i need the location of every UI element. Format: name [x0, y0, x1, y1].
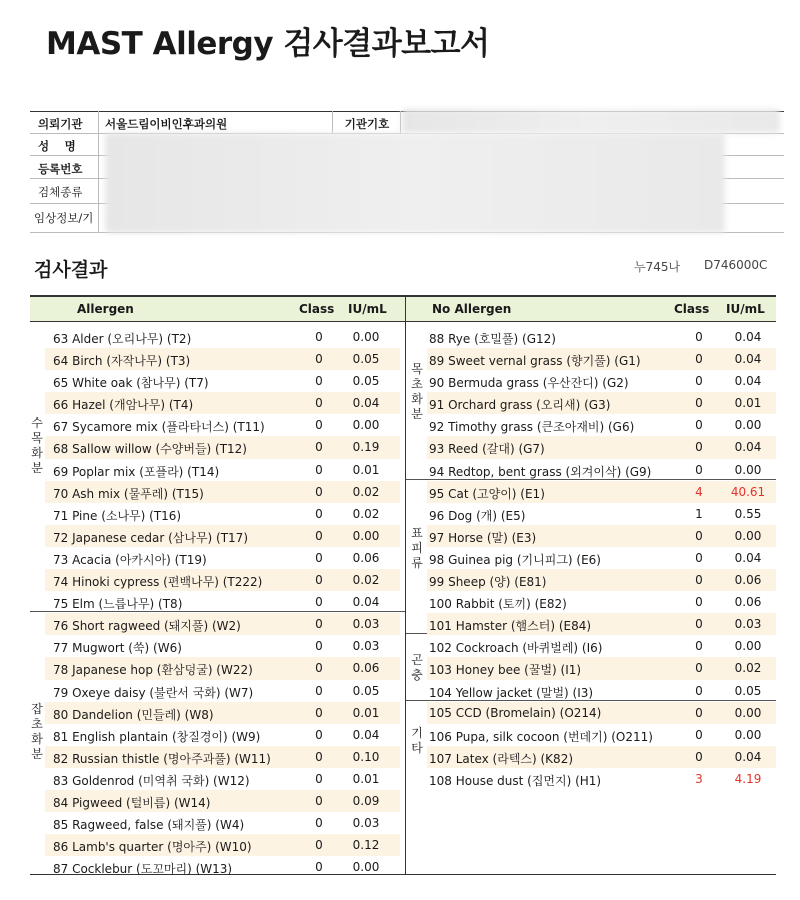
table-row [427, 370, 776, 392]
allergen-name: 77 Mugwort (쑥) (W6) [53, 641, 182, 656]
allergen-class: 0 [695, 352, 703, 367]
table-row [45, 481, 400, 503]
table-row [427, 459, 776, 481]
allergen-iu: 0.06 [734, 595, 762, 610]
allergen-name: 102 Cockroach (바퀴벌레) (I6) [429, 641, 603, 656]
allergen-iu: 4.19 [734, 771, 762, 786]
allergen-name: 88 Rye (호밀풀) (G12) [429, 332, 556, 346]
allergen-iu: 0.02 [352, 573, 380, 588]
allergen-iu: 0.01 [352, 462, 380, 477]
table-row [427, 613, 776, 635]
allergen-class: 0 [315, 528, 323, 543]
allergen-name: 101 Hamster (햄스터) (E84) [429, 619, 592, 634]
name-label: 성 명 [38, 139, 78, 153]
allergen-name: 70 Ash mix (물푸레) (T15) [53, 486, 204, 501]
allergen-name: 69 Poplar mix (포플라) (T14) [53, 464, 220, 479]
table-row [45, 392, 400, 414]
allergen-class: 0 [315, 749, 323, 764]
allergen-name: 79 Oxeye daisy (불란서 국화) (W7) [53, 685, 254, 700]
allergen-name: 86 Lamb's quarter (명아주) (W10) [53, 840, 252, 855]
header-iu: IU/mL [726, 302, 765, 316]
allergen-iu: 0.00 [352, 418, 380, 433]
table-row [45, 348, 400, 370]
allergen-iu: 0.04 [734, 440, 762, 455]
table-row [427, 657, 776, 679]
allergen-class: 0 [695, 418, 703, 433]
allergen-name: 81 English plantain (창질경이) (W9) [53, 729, 261, 744]
allergen-iu: 0.00 [734, 639, 762, 654]
allergen-class: 0 [315, 484, 323, 499]
results-title: 검사결과 [34, 259, 108, 281]
allergen-class: 0 [695, 440, 703, 455]
report-title: MAST Allergy 검사결과보고서 [46, 26, 490, 62]
allergen-name: 63 Alder (오리나무) (T2) [53, 332, 192, 346]
allergen-name: 72 Japanese cedar (삼나무) (T17) [53, 530, 249, 545]
allergen-iu: 0.04 [352, 595, 380, 610]
table-row [45, 680, 400, 702]
table-row [45, 326, 400, 348]
allergen-iu: 0.04 [734, 374, 762, 389]
header-class: Class [299, 302, 335, 316]
table-row [427, 481, 776, 503]
allergen-class: 0 [695, 617, 703, 632]
header-iu: IU/mL [348, 302, 387, 316]
allergen-name: 71 Pine (소나무) (T16) [53, 508, 182, 523]
specimen-label: 검체종류 [38, 185, 83, 199]
allergen-class: 0 [315, 816, 323, 831]
allergen-iu: 0.00 [352, 860, 380, 875]
allergen-class: 0 [315, 550, 323, 565]
allergen-iu: 0.00 [352, 330, 380, 344]
allergen-name: 103 Honey bee (꿀벌) (I1) [429, 663, 582, 678]
allergen-iu: 0.01 [352, 771, 380, 786]
table-row [45, 414, 400, 436]
allergen-name: 95 Cat (고양이) (E1) [429, 486, 545, 501]
allergen-name: 94 Redtop, bent grass (외겨이삭) (G9) [429, 464, 652, 479]
redacted-area [402, 109, 780, 133]
allergen-class: 0 [315, 860, 323, 875]
table-row [427, 724, 776, 746]
table-row [45, 436, 400, 458]
allergen-iu: 0.19 [352, 440, 380, 455]
allergen-class: 0 [315, 838, 323, 853]
clinical-label: 임상정보/기 [34, 211, 94, 225]
allergen-class: 3 [695, 771, 703, 786]
allergen-iu: 0.04 [734, 749, 762, 764]
institution-label: 의뢰기관 [38, 117, 83, 131]
group-label-weed-pollen: 잡 초 화 분 [31, 702, 43, 761]
table-row [45, 613, 400, 635]
allergen-class: 0 [315, 352, 323, 367]
allergen-class: 0 [315, 617, 323, 632]
allergen-name: 100 Rabbit (토끼) (E82) [429, 597, 567, 612]
allergen-class: 0 [315, 793, 323, 808]
allergen-class: 0 [695, 462, 703, 477]
allergen-name: 64 Birch (자작나무) (T3) [53, 354, 191, 369]
allergen-iu: 0.04 [352, 396, 380, 411]
allergen-iu: 0.03 [352, 639, 380, 654]
allergen-iu: 0.01 [352, 705, 380, 720]
header-allergen: No Allergen [432, 302, 512, 316]
table-row [45, 503, 400, 525]
allergen-name: 104 Yellow jacket (말벌) (I3) [429, 685, 594, 700]
allergen-name: 75 Elm (느릅나무) (T8) [53, 597, 183, 612]
allergen-class: 0 [695, 727, 703, 742]
allergen-iu: 0.10 [352, 749, 380, 764]
allergen-class: 0 [315, 506, 323, 521]
allergen-name: 83 Goldenrod (미역취 국화) (W12) [53, 773, 250, 788]
allergen-name: 91 Orchard grass (오리새) (G3) [429, 398, 611, 413]
allergen-class: 0 [695, 374, 703, 389]
table-row [427, 635, 776, 657]
code-1: 누745나 [634, 260, 681, 274]
allergen-iu: 0.02 [352, 506, 380, 521]
allergen-iu: 0.05 [734, 683, 762, 698]
allergen-iu: 0.01 [734, 396, 762, 411]
allergen-iu: 0.02 [734, 661, 762, 676]
table-row [45, 856, 400, 878]
allergen-name: 68 Sallow willow (수양버들) (T12) [53, 442, 247, 457]
table-row [427, 591, 776, 613]
table-row [45, 768, 400, 790]
table-row [427, 326, 776, 348]
table-row [45, 724, 400, 746]
table-row [45, 370, 400, 392]
allergen-class: 0 [695, 550, 703, 565]
allergen-iu: 0.05 [352, 683, 380, 698]
institution-value: 서울드림이비인후과의원 [105, 117, 228, 131]
allergen-iu: 0.00 [734, 528, 762, 543]
group-label-insect: 곤 충 [411, 653, 423, 682]
allergen-name: 107 Latex (라텍스) (K82) [429, 751, 574, 766]
allergen-class: 4 [695, 484, 703, 499]
allergen-class: 0 [695, 639, 703, 654]
allergen-iu: 0.12 [352, 838, 380, 853]
table-row [427, 414, 776, 436]
allergen-iu: 0.00 [734, 705, 762, 720]
allergen-class: 0 [315, 595, 323, 610]
allergen-name: 66 Hazel (개암나무) (T4) [53, 398, 194, 413]
header-class: Class [674, 302, 710, 316]
table-row [427, 680, 776, 702]
allergen-class: 0 [695, 749, 703, 764]
table-row [427, 503, 776, 525]
allergen-iu: 0.00 [734, 462, 762, 477]
allergen-class: 0 [315, 462, 323, 477]
table-row [45, 547, 400, 569]
code-2: D746000C [704, 258, 768, 272]
allergen-class: 0 [695, 396, 703, 411]
table-row [45, 569, 400, 591]
allergen-class: 0 [695, 683, 703, 698]
allergen-class: 0 [315, 418, 323, 433]
table-row [45, 525, 400, 547]
allergen-name: 97 Horse (말) (E3) [429, 530, 537, 545]
allergen-name: 85 Ragweed, false (돼지풀) (W4) [53, 818, 245, 833]
allergen-iu: 0.05 [352, 374, 380, 389]
reg-label: 등록번호 [38, 162, 83, 176]
allergen-name: 73 Acacia (아카시아) (T19) [53, 552, 207, 567]
allergen-iu: 0.05 [352, 352, 380, 367]
table-row [45, 746, 400, 768]
allergen-name: 84 Pigweed (털비름) (W14) [53, 795, 211, 810]
group-label-other: 기 타 [411, 726, 423, 755]
allergen-class: 0 [315, 705, 323, 720]
table-row [427, 348, 776, 370]
allergen-name: 67 Sycamore mix (플라타너스) (T11) [53, 420, 265, 435]
table-row [45, 834, 400, 856]
allergen-iu: 0.06 [352, 661, 380, 676]
allergen-name: 87 Cocklebur (도꼬마리) (W13) [53, 862, 233, 877]
table-row [45, 812, 400, 834]
code-label: 기관기호 [344, 117, 390, 131]
allergen-class: 0 [315, 727, 323, 742]
left-header [30, 297, 405, 321]
right-results [427, 326, 776, 790]
allergen-iu: 0.02 [352, 484, 380, 499]
allergen-name: 99 Sheep (양) (E81) [429, 575, 547, 590]
allergen-class: 0 [315, 683, 323, 698]
allergen-class: 0 [315, 440, 323, 455]
allergen-name: 78 Japanese hop (환삼덩굴) (W22) [53, 663, 253, 678]
group-label-epidermal: 표 피 류 [411, 526, 423, 570]
header-allergen: Allergen [77, 302, 134, 316]
left-results [45, 326, 400, 878]
allergen-name: 96 Dog (개) (E5) [429, 508, 526, 523]
right-header [406, 297, 776, 321]
allergen-iu: 0.00 [352, 528, 380, 543]
allergen-class: 0 [315, 396, 323, 411]
allergen-name: 76 Short ragweed (돼지풀) (W2) [53, 619, 241, 634]
allergen-name: 92 Timothy grass (큰조아재비) (G6) [429, 420, 635, 435]
table-row [427, 547, 776, 569]
allergen-class: 0 [315, 573, 323, 588]
allergen-class: 0 [695, 573, 703, 588]
allergen-iu: 0.04 [734, 330, 762, 344]
table-row [45, 635, 400, 657]
allergen-iu: 0.55 [734, 506, 762, 521]
allergen-class: 0 [695, 595, 703, 610]
allergen-iu: 40.61 [730, 484, 766, 499]
table-row [427, 436, 776, 458]
table-row [427, 569, 776, 591]
allergen-name: 65 White oak (참나무) (T7) [53, 376, 209, 391]
table-row [45, 790, 400, 812]
table-row [45, 591, 400, 613]
allergen-name: 98 Guinea pig (기니피그) (E6) [429, 552, 601, 567]
allergen-iu: 0.03 [352, 816, 380, 831]
allergen-class: 0 [315, 771, 323, 786]
table-row [427, 702, 776, 724]
table-row [45, 702, 400, 724]
allergen-class: 0 [315, 661, 323, 676]
allergen-class: 0 [695, 330, 703, 344]
allergen-iu: 0.04 [734, 550, 762, 565]
allergen-name: 105 CCD (Bromelain) (O214) [429, 705, 602, 720]
allergen-class: 0 [315, 330, 323, 344]
table-row [427, 392, 776, 414]
allergen-iu: 0.06 [734, 573, 762, 588]
allergen-class: 0 [315, 639, 323, 654]
table-row [427, 525, 776, 547]
allergen-name: 80 Dandelion (민들레) (W8) [53, 707, 214, 722]
info-table [30, 111, 784, 233]
allergen-class: 0 [315, 374, 323, 389]
allergen-iu: 0.04 [734, 352, 762, 367]
table-row [427, 768, 776, 790]
table-row [427, 746, 776, 768]
allergen-iu: 0.00 [734, 418, 762, 433]
allergen-iu: 0.03 [352, 617, 380, 632]
allergen-iu: 0.06 [352, 550, 380, 565]
allergen-class: 0 [695, 528, 703, 543]
allergen-class: 0 [695, 661, 703, 676]
group-label-grass-pollen: 목 초 화 분 [411, 362, 423, 421]
group-label-tree-pollen: 수 목 화 분 [31, 416, 43, 475]
allergen-name: 106 Pupa, silk cocoon (번데기) (O211) [429, 729, 653, 744]
allergen-iu: 0.03 [734, 617, 762, 632]
allergen-name: 93 Reed (갈대) (G7) [429, 442, 545, 457]
allergen-name: 89 Sweet vernal grass (향기풀) (G1) [429, 354, 641, 369]
allergen-iu: 0.04 [352, 727, 380, 742]
allergen-name: 90 Bermuda grass (우산잔디) (G2) [429, 376, 629, 391]
allergen-class: 1 [695, 506, 703, 521]
redacted-area [105, 133, 725, 233]
table-row [45, 657, 400, 679]
allergen-iu: 0.09 [352, 793, 380, 808]
allergen-class: 0 [695, 705, 703, 720]
allergen-name: 108 House dust (집먼지) (H1) [429, 773, 602, 788]
table-row [45, 459, 400, 481]
allergen-name: 74 Hinoki cypress (편백나무) (T222) [53, 575, 263, 590]
allergen-iu: 0.00 [734, 727, 762, 742]
allergen-name: 82 Russian thistle (명아주과풀) (W11) [53, 751, 271, 766]
